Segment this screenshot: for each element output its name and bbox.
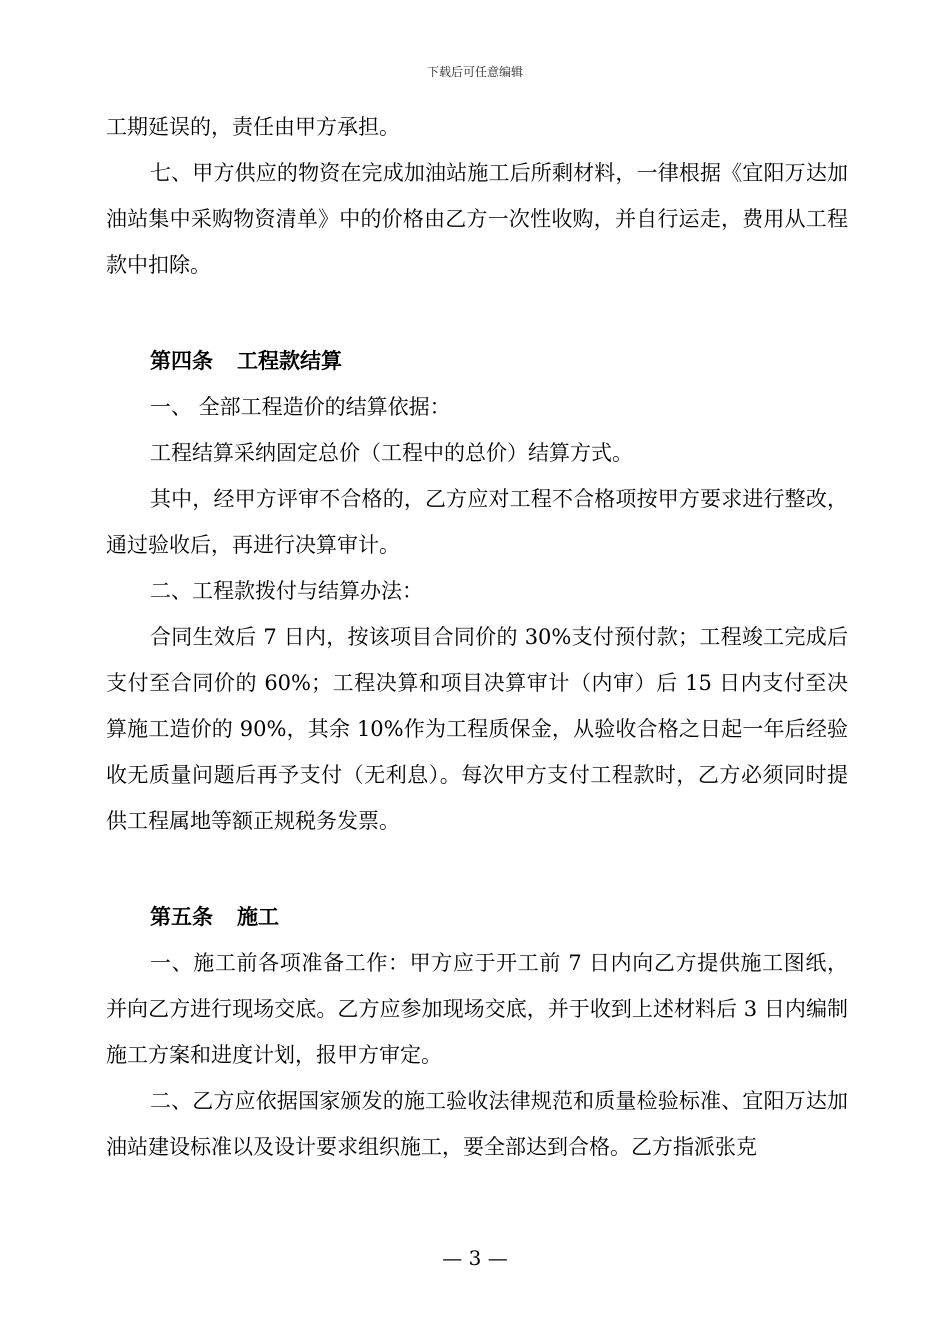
- paragraph: 工期延误的，责任由甲方承担。: [106, 115, 400, 139]
- paragraph: 二、乙方应依据国家颁发的施工验收法律规范和质量检验标准、宜阳万达加油站建设标准以及设计要求组织施工，要全部达到合格。乙方指派张克: [106, 1089, 848, 1159]
- section-heading-article-4: [106, 338, 848, 384]
- article-number: 第五条: [150, 905, 213, 929]
- paragraph: 一、施工前各项准备工作：甲方应于开工前 7 日内向乙方提供施工图纸，并向乙方进行现场交底。乙方应参加现场交底，并于收到上述材料后 3 日内编制施工方案和进度计划，报甲方审定。: [106, 951, 848, 1067]
- paragraph: 七、甲方供应的物资在完成加油站施工后所剩材料，一律根据《宜阳万达加油站集中采购物资清单》中的价格由乙方一次性收购，并自行运走，费用从工程款中扣除。: [106, 161, 848, 277]
- paragraph: 一、 全部工程造价的结算依据：: [150, 395, 451, 419]
- page-header: 下载后可任意编辑: [426, 65, 523, 79]
- paragraph: 其中，经甲方评审不合格的，乙方应对工程不合格项按甲方要求进行整改，通过验收后，再进行决算审计。: [106, 487, 848, 557]
- paragraph: 二、工程款拨付与结算办法：: [150, 579, 423, 603]
- article-number: 第四条: [150, 349, 213, 373]
- page-number: — 3 —: [442, 1246, 508, 1270]
- paragraph: 合同生效后 7 日内，按该项目合同价的 30%支付预付款；工程竣工完成后支付至合同价的 60%；工程决算和项目决算审计（内审）后 15 日内支付至决算施工造价的 90%，其余 10%作为工程质保金，从验收合格之日起一年后经验收无质量问题后再予支付（无利息）。每次甲方支付工程款时，乙方必须同时提供工程属地等额正规税务发票。: [106, 625, 848, 833]
- article-title: 工程款结算: [237, 349, 342, 373]
- paragraph: 工程结算采纳固定总价（工程中的总价）结算方式。: [150, 441, 633, 465]
- article-title: 施工: [237, 905, 279, 929]
- section-heading-article-5: [106, 894, 848, 940]
- document-body: [106, 104, 848, 1170]
